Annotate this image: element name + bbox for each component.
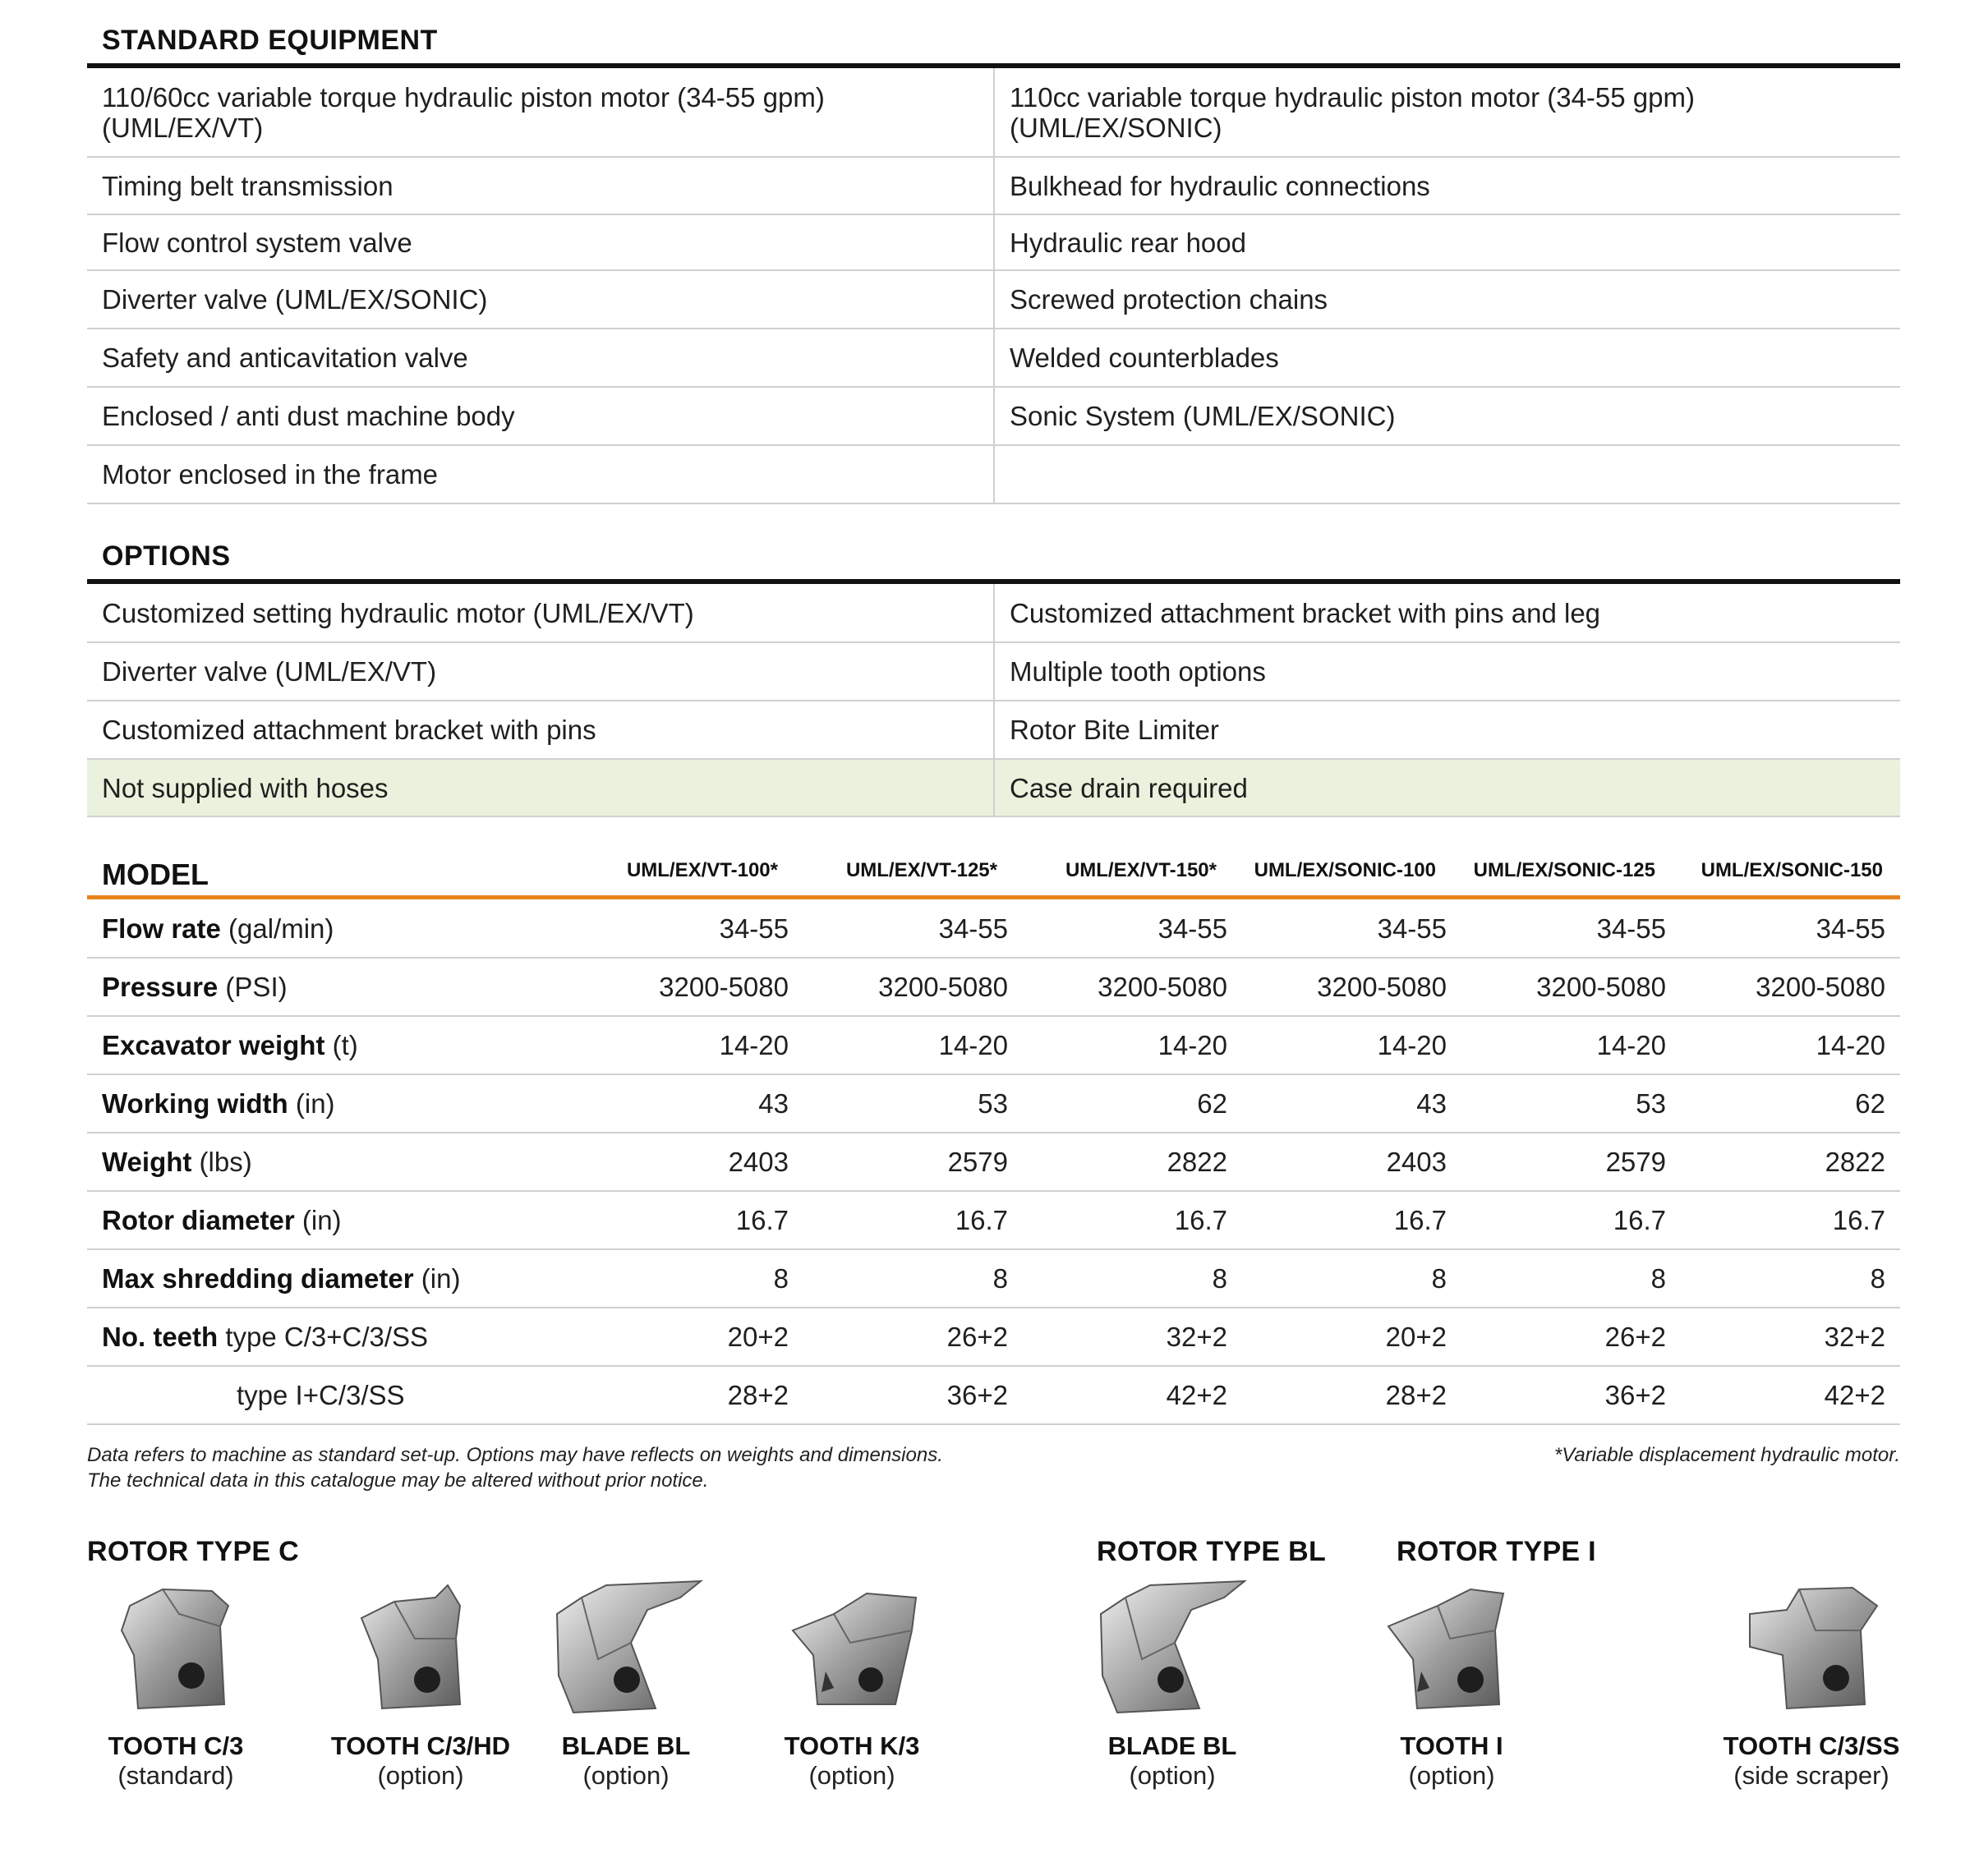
spec-value: 8	[1023, 1249, 1242, 1308]
spec-label-name: Flow rate	[102, 913, 221, 944]
spec-row	[87, 1133, 1900, 1191]
standard-equipment-table	[87, 68, 1900, 504]
table-row	[87, 642, 1900, 701]
spec-value: 43	[584, 1074, 803, 1133]
caption-name: BLADE BL	[1107, 1731, 1237, 1760]
tooth-i-icon	[1380, 1581, 1520, 1721]
spec-value: 3200-5080	[1461, 958, 1681, 1016]
rotor-type-c-title: ROTOR TYPE C	[87, 1536, 300, 1567]
model-header	[87, 854, 1900, 897]
spec-value: 53	[803, 1074, 1023, 1133]
options-title: OPTIONS	[102, 540, 231, 572]
spec-label-name: Working width	[102, 1087, 288, 1119]
caption-name: TOOTH C/3	[108, 1731, 244, 1760]
spec-label	[87, 1308, 584, 1366]
spec-value: 28+2	[584, 1366, 803, 1424]
spec-value: 53	[1461, 1074, 1681, 1133]
equipment-cell: Sonic System (UML/EX/SONIC)	[994, 387, 1900, 445]
spec-value: 8	[1242, 1249, 1461, 1308]
option-cell: Customized attachment bracket with pins	[87, 701, 994, 759]
spec-value: 20+2	[584, 1308, 803, 1366]
spec-value: 2403	[1242, 1133, 1461, 1191]
equipment-cell: Welded counterblades	[994, 329, 1900, 387]
spec-value: 14-20	[584, 1016, 803, 1074]
spec-value: 20+2	[1242, 1308, 1461, 1366]
spec-value: 3200-5080	[1681, 958, 1900, 1016]
spec-value: 26+2	[803, 1308, 1023, 1366]
footnote-right: *Variable displacement hydraulic motor.	[1553, 1444, 1900, 1466]
model-column-header: UML/EX/SONIC-100	[1254, 859, 1436, 881]
blade-bl-icon	[549, 1577, 705, 1721]
spec-label	[87, 1249, 584, 1308]
equipment-cell: Flow control system valve	[87, 214, 994, 270]
spec-label-name: No. teeth	[102, 1321, 219, 1352]
spec-value: 2579	[803, 1133, 1023, 1191]
table-row	[87, 68, 1900, 157]
spec-label-unit: (in)	[413, 1262, 461, 1294]
spec-value: 16.7	[1242, 1191, 1461, 1249]
spec-row	[87, 958, 1900, 1016]
spec-value: 2822	[1681, 1133, 1900, 1191]
spec-value: 3200-5080	[1242, 958, 1461, 1016]
spec-label	[87, 1133, 584, 1191]
caption-name: BLADE BL	[561, 1731, 691, 1760]
spec-value: 34-55	[1023, 900, 1242, 958]
model-column-header: UML/EX/VT-150*	[1065, 859, 1217, 881]
spec-value: 3200-5080	[803, 958, 1023, 1016]
spec-value: 42+2	[1681, 1366, 1900, 1424]
option-cell: Multiple tooth options	[994, 642, 1900, 701]
spec-value: 26+2	[1461, 1308, 1681, 1366]
spec-label	[87, 1191, 584, 1249]
spec-value: 34-55	[1461, 900, 1681, 958]
caption-name: TOOTH K/3	[784, 1731, 920, 1760]
spec-label-name: Excavator weight	[102, 1029, 325, 1060]
spec-value: 28+2	[1242, 1366, 1461, 1424]
option-cell: Customized setting hydraulic motor (UML/EX/VT)	[87, 584, 994, 642]
caption-name: TOOTH I	[1400, 1731, 1503, 1760]
caption-sub: (option)	[1408, 1761, 1495, 1790]
tooth-k3-icon	[785, 1581, 924, 1721]
spec-value: 8	[1681, 1249, 1900, 1308]
table-row-highlighted	[87, 759, 1900, 816]
footnote-left	[87, 1442, 1278, 1493]
spec-value: 34-55	[1681, 900, 1900, 958]
spec-row	[87, 1191, 1900, 1249]
equipment-cell	[994, 445, 1900, 503]
spec-value: 14-20	[803, 1016, 1023, 1074]
spec-row	[87, 1016, 1900, 1074]
model-column-header: UML/EX/VT-125*	[845, 859, 997, 881]
table-row	[87, 445, 1900, 503]
equipment-cell: Diverter valve (UML/EX/SONIC)	[87, 270, 994, 329]
blade-bl-icon	[1093, 1577, 1249, 1721]
model-column-header: UML/EX/SONIC-125	[1473, 859, 1655, 881]
table-row	[87, 701, 1900, 759]
spec-value: 34-55	[1242, 900, 1461, 958]
spec-value: 42+2	[1023, 1366, 1242, 1424]
caption-sub: (option)	[377, 1761, 464, 1790]
tooth-c3hd-icon	[345, 1581, 485, 1721]
tooth-c3ss-icon	[1737, 1581, 1885, 1721]
caption-sub: (option)	[582, 1761, 670, 1790]
spec-value: 16.7	[1681, 1191, 1900, 1249]
spec-row	[87, 1074, 1900, 1133]
caption-sub: (standard)	[117, 1761, 234, 1790]
model-column-header: UML/EX/VT-100*	[626, 859, 778, 881]
spec-value: 14-20	[1023, 1016, 1242, 1074]
options-table	[87, 584, 1900, 817]
footnote-line-2: The technical data in this catalogue may be altered without prior notice.	[87, 1469, 709, 1492]
spec-value: 3200-5080	[584, 958, 803, 1016]
equipment-cell: Enclosed / anti dust machine body	[87, 387, 994, 445]
table-row	[87, 157, 1900, 214]
spec-value: 2579	[1461, 1133, 1681, 1191]
spec-value: 2403	[584, 1133, 803, 1191]
caption-sub: (option)	[808, 1761, 895, 1790]
equipment-cell: Safety and anticavitation valve	[87, 329, 994, 387]
table-row	[87, 270, 1900, 329]
model-rule	[87, 895, 1900, 899]
caption-tooth-c3ss	[1688, 1731, 1935, 1791]
spec-row	[87, 900, 1900, 958]
spec-label-unit: (in)	[288, 1087, 335, 1119]
spec-label-unit: type I+C/3/SS	[237, 1379, 405, 1410]
spec-label-unit: type C/3+C/3/SS	[218, 1321, 429, 1352]
spec-label-name: Pressure	[102, 971, 219, 1002]
tooth-c3-icon	[105, 1581, 245, 1721]
spec-label	[87, 958, 584, 1016]
spec-value: 16.7	[1461, 1191, 1681, 1249]
spec-label-unit: (t)	[324, 1029, 358, 1060]
spec-value: 43	[1242, 1074, 1461, 1133]
table-row	[87, 329, 1900, 387]
table-row	[87, 214, 1900, 270]
equipment-cell: 110cc variable torque hydraulic piston motor (34-55 gpm) (UML/EX/SONIC)	[994, 68, 1900, 157]
spec-value: 32+2	[1681, 1308, 1900, 1366]
option-cell: Diverter valve (UML/EX/VT)	[87, 642, 994, 701]
spec-label-unit: (PSI)	[218, 971, 288, 1002]
rotor-type-i-title: ROTOR TYPE I	[1397, 1536, 1596, 1567]
spec-label-name: Rotor diameter	[102, 1204, 295, 1235]
spec-label	[87, 1366, 584, 1424]
spec-value: 14-20	[1681, 1016, 1900, 1074]
caption-blade-bl	[503, 1731, 749, 1791]
spec-value: 34-55	[584, 900, 803, 958]
equipment-cell: 110/60cc variable torque hydraulic piston motor (34-55 gpm) (UML/EX/VT)	[87, 68, 994, 157]
footnote-line-1: Data refers to machine as standard set-up. Options may have reflects on weights and dimensions.	[87, 1444, 943, 1466]
option-cell: Case drain required	[994, 759, 1900, 816]
equipment-cell: Bulkhead for hydraulic connections	[994, 157, 1900, 214]
equipment-cell: Hydraulic rear hood	[994, 214, 1900, 270]
spec-value: 8	[584, 1249, 803, 1308]
spec-row	[87, 1308, 1900, 1366]
caption-name: TOOTH C/3/HD	[330, 1731, 511, 1760]
caption-name: TOOTH C/3/SS	[1723, 1731, 1900, 1760]
spec-value: 16.7	[1023, 1191, 1242, 1249]
spec-label-name: Max shredding diameter	[102, 1262, 414, 1294]
spec-row	[87, 1366, 1900, 1424]
spec-value: 62	[1023, 1074, 1242, 1133]
caption-tooth-i	[1328, 1731, 1575, 1791]
caption-blade-bl	[1049, 1731, 1296, 1791]
table-row	[87, 584, 1900, 642]
spec-value: 14-20	[1242, 1016, 1461, 1074]
caption-tooth-c3	[53, 1731, 299, 1791]
spec-value: 16.7	[803, 1191, 1023, 1249]
spec-value: 8	[803, 1249, 1023, 1308]
equipment-cell: Motor enclosed in the frame	[87, 445, 994, 503]
standard-equipment-title: STANDARD EQUIPMENT	[102, 25, 438, 56]
caption-sub: (option)	[1129, 1761, 1216, 1790]
spec-value: 62	[1681, 1074, 1900, 1133]
spec-value: 8	[1461, 1249, 1681, 1308]
spec-label	[87, 900, 584, 958]
equipment-cell: Timing belt transmission	[87, 157, 994, 214]
option-cell: Customized attachment bracket with pins and leg	[994, 584, 1900, 642]
spec-value: 3200-5080	[1023, 958, 1242, 1016]
spec-value: 14-20	[1461, 1016, 1681, 1074]
option-cell: Rotor Bite Limiter	[994, 701, 1900, 759]
spec-label	[87, 1074, 584, 1133]
rotor-type-bl-title: ROTOR TYPE BL	[1097, 1536, 1327, 1567]
table-row	[87, 387, 1900, 445]
spec-label-unit: (in)	[294, 1204, 342, 1235]
spec-value: 34-55	[803, 900, 1023, 958]
spec-value: 36+2	[1461, 1366, 1681, 1424]
model-title: MODEL	[102, 858, 209, 891]
option-cell: Not supplied with hoses	[87, 759, 994, 816]
spec-label-unit: (gal/min)	[220, 913, 334, 944]
spec-value: 36+2	[803, 1366, 1023, 1424]
spec-label-unit: (lbs)	[191, 1146, 252, 1177]
spec-value: 32+2	[1023, 1308, 1242, 1366]
spec-label-name: Weight	[102, 1146, 192, 1177]
caption-tooth-k3	[729, 1731, 975, 1791]
spec-row	[87, 1249, 1900, 1308]
caption-sub: (side scraper)	[1733, 1761, 1889, 1790]
specs-table	[87, 900, 1900, 1425]
spec-value: 16.7	[584, 1191, 803, 1249]
spec-value: 2822	[1023, 1133, 1242, 1191]
model-column-header: UML/EX/SONIC-150	[1701, 859, 1883, 881]
spec-label	[87, 1016, 584, 1074]
equipment-cell: Screwed protection chains	[994, 270, 1900, 329]
